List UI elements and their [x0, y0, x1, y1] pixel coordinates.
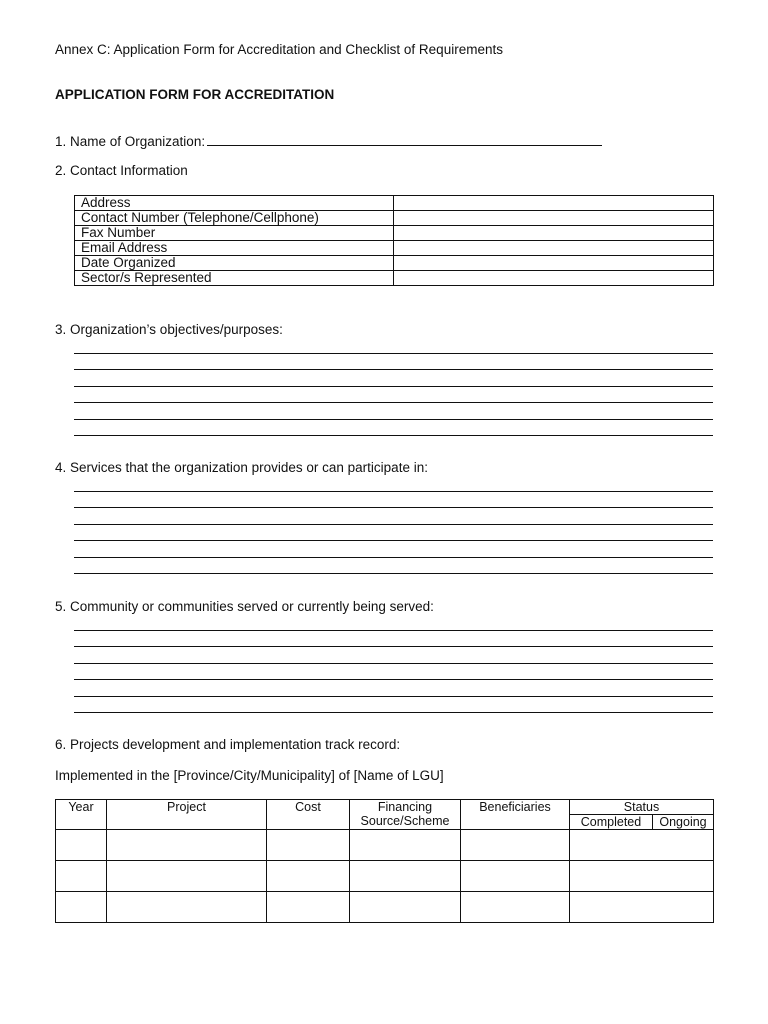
- contact-label: Date Organized: [75, 256, 394, 271]
- item-6-label: 6. Projects development and implementation track record:: [55, 737, 401, 752]
- contact-label: Fax Number: [75, 226, 394, 241]
- table-row: [56, 861, 714, 892]
- table-row: [75, 211, 714, 226]
- answer-line[interactable]: [74, 558, 713, 575]
- answer-line[interactable]: [74, 664, 713, 681]
- item-name-of-organization: [55, 133, 602, 149]
- projects-track-record-table: [55, 799, 714, 923]
- cost-cell[interactable]: [267, 892, 350, 923]
- table-row: [75, 241, 714, 256]
- status-cell[interactable]: [570, 830, 714, 861]
- table-row: [56, 830, 714, 861]
- year-cell[interactable]: [56, 830, 107, 861]
- project-cell[interactable]: [107, 861, 267, 892]
- item-3-label: 3. Organization’s objectives/purposes:: [55, 322, 283, 337]
- beneficiaries-cell[interactable]: [461, 861, 570, 892]
- contact-number-field[interactable]: [394, 211, 714, 226]
- financing-cell[interactable]: [350, 892, 461, 923]
- answer-line[interactable]: [74, 631, 713, 648]
- contact-label: Address: [75, 196, 394, 211]
- fax-number-field[interactable]: [394, 226, 714, 241]
- col-project: Project: [107, 800, 267, 830]
- address-field[interactable]: [394, 196, 714, 211]
- col-year: Year: [56, 800, 107, 830]
- implemented-in-label: Implemented in the [Province/City/Municipality] of [Name of LGU]: [55, 768, 444, 783]
- answer-line[interactable]: [74, 475, 713, 492]
- answer-line[interactable]: [74, 420, 713, 437]
- year-cell[interactable]: [56, 892, 107, 923]
- form-title: APPLICATION FORM FOR ACCREDITATION: [55, 87, 335, 102]
- table-header-row: [56, 800, 714, 815]
- beneficiaries-cell[interactable]: [461, 892, 570, 923]
- table-row: [75, 196, 714, 211]
- table-row: [75, 271, 714, 286]
- annex-title: Annex C: Application Form for Accreditation and Checklist of Requirements: [55, 42, 503, 57]
- date-organized-field[interactable]: [394, 256, 714, 271]
- answer-line[interactable]: [74, 492, 713, 509]
- project-cell[interactable]: [107, 830, 267, 861]
- answer-line[interactable]: [74, 403, 713, 420]
- col-status: Status: [570, 800, 714, 815]
- email-address-field[interactable]: [394, 241, 714, 256]
- services-answer-lines[interactable]: [74, 475, 713, 574]
- financing-cell[interactable]: [350, 830, 461, 861]
- organization-name-field[interactable]: [207, 133, 602, 146]
- objectives-answer-lines[interactable]: [74, 337, 713, 436]
- item-2-label: 2. Contact Information: [55, 163, 188, 178]
- item-4-label: 4. Services that the organization provides or can participate in:: [55, 460, 428, 475]
- item-1-label: 1. Name of Organization:: [55, 134, 206, 149]
- answer-line[interactable]: [74, 525, 713, 542]
- table-row: [56, 892, 714, 923]
- col-financing: [350, 800, 461, 830]
- beneficiaries-cell[interactable]: [461, 830, 570, 861]
- answer-line[interactable]: [74, 387, 713, 404]
- col-status-completed: Completed: [570, 815, 653, 830]
- project-cell[interactable]: [107, 892, 267, 923]
- financing-cell[interactable]: [350, 861, 461, 892]
- col-beneficiaries: Beneficiaries: [461, 800, 570, 830]
- col-financing-line1: Financing: [377, 800, 433, 814]
- answer-line[interactable]: [74, 508, 713, 525]
- col-financing-line2: Source/Scheme: [360, 814, 450, 828]
- table-row: [75, 226, 714, 241]
- item-5-label: 5. Community or communities served or currently being served:: [55, 599, 434, 614]
- answer-line[interactable]: [74, 541, 713, 558]
- cost-cell[interactable]: [267, 861, 350, 892]
- contact-info-table: [74, 195, 714, 286]
- contact-label: Email Address: [75, 241, 394, 256]
- answer-line[interactable]: [74, 354, 713, 371]
- status-cell[interactable]: [570, 861, 714, 892]
- cost-cell[interactable]: [267, 830, 350, 861]
- communities-answer-lines[interactable]: [74, 614, 713, 713]
- answer-line[interactable]: [74, 647, 713, 664]
- answer-line[interactable]: [74, 370, 713, 387]
- contact-label: Sector/s Represented: [75, 271, 394, 286]
- table-row: [75, 256, 714, 271]
- answer-line[interactable]: [74, 680, 713, 697]
- year-cell[interactable]: [56, 861, 107, 892]
- contact-label: Contact Number (Telephone/Cellphone): [75, 211, 394, 226]
- col-status-ongoing: Ongoing: [653, 815, 714, 830]
- answer-line[interactable]: [74, 337, 713, 354]
- sectors-represented-field[interactable]: [394, 271, 714, 286]
- col-cost: Cost: [267, 800, 350, 830]
- answer-line[interactable]: [74, 614, 713, 631]
- answer-line[interactable]: [74, 697, 713, 714]
- status-cell[interactable]: [570, 892, 714, 923]
